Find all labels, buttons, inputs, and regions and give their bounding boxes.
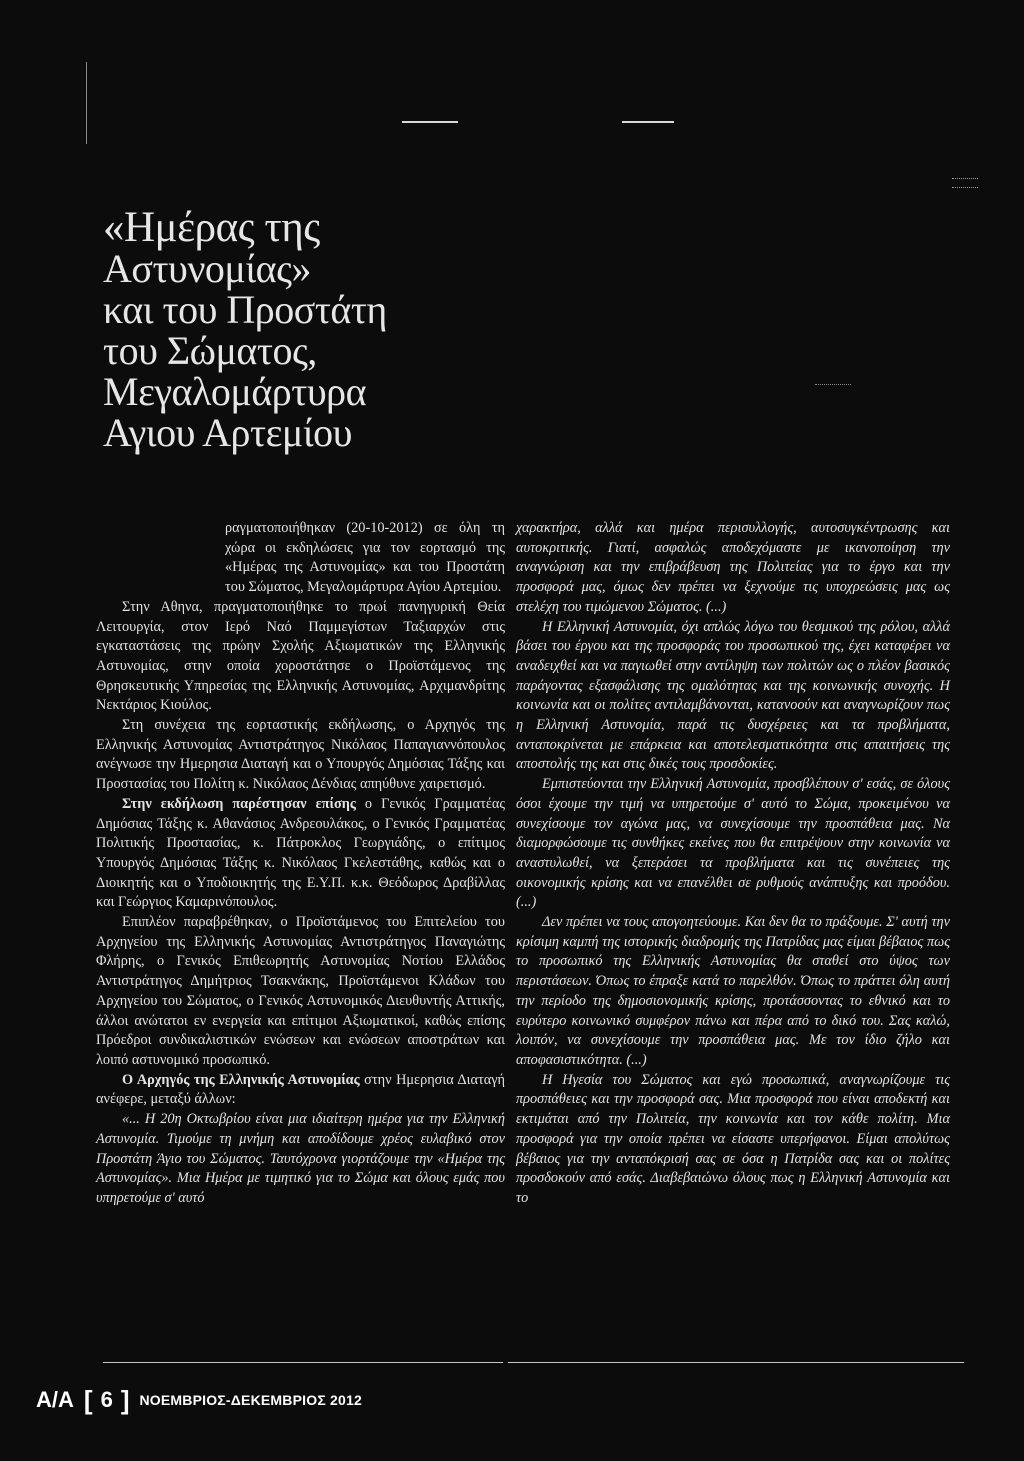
footer-rule-left bbox=[103, 1362, 503, 1363]
quote-paragraph: Η Ηγεσία του Σώματος και εγώ προσωπικά, αναγνωρίζουμε τις προσπάθειες και την προσφορά σας. Μια προσφορά που είναι αποδεκτή και εκτιμάται από την Πολιτεία, την κοινωνία και τον κάθε πολίτη. Μια προσφορά για την οποία πρέπει να είσαστε υπερήφανοι. Είμαι απολύτως βέβαιος για την ανταπόκρισή σας σε όσα η Πατρίδα σας και οι πολίτες προσδοκούν από εσάς. Διαβεβαιώνω όλους πως η Ελληνική Αστυνομία και το bbox=[516, 1071, 950, 1206]
title-line: και του Προστάτη bbox=[103, 287, 387, 332]
paragraph: Επιπλέον παραβρέθηκαν, ο Προϊστάμενος του Επιτελείου του Αρχηγείου της Ελληνικής Αστυνομίας Αντιστράτηγος Παναγιώτης Φλήρης, ο Γενικός Επιθεωρητής Αστυνομίας Νοτίου Ελλάδος Αντιστράτηγος Δημήτριος Τσακνάκης, Προϊστάμενοι Κλάδων του Αρχηγείου του Σώματος, ο Γενικός Αστυνομικός Διευθυντής Αττικής, άλλοι ανώτατοι εν ενεργεία και επίτιμοι Αξιωματικοί, καθώς επίσης Πρόεδροι συνδικαλιστικών ενώσεων και ενώσεων αποστράτων και λοιπό αστυνομικό προσωπικό. bbox=[96, 914, 505, 1068]
paragraph-text: στην Ημερησια Διαταγή ανέφερε, μεταξύ άλλων: bbox=[96, 1071, 505, 1108]
paragraph: Στη συνέχεια της εορταστικής εκδήλωσης, ο Αρχηγός της Ελληνικής Αστυνομίας Αντιστράτηγος Νικόλαος Παπαγιαννόπουλος ανέγνωσε την Ημερησια Διαταγή και ο Υπουργός Δημόσιας Τάξης και Προστασίας του Πολίτη κ. Νικόλαος Δένδιας απηύθυνε χαιρετισμό. bbox=[96, 717, 505, 793]
quote-paragraph: Εμπιστεύονται την Ελληνική Αστυνομία, προσβλέπουν σ' εσάς, σε όλους όσοι έχουμε την τιμή να υπηρετούμε σ' αυτό το Σώμα, προκειμένου να συνεχίσουμε τον αγώνα μας, να συνεχίσουμε την προσπάθεια μας. Να διαμορφώσουμε τις συνθήκες εκείνες που θα επιτρέψουν στην κοινωνία να αναστυλωθεί, να ξεπεράσει τα προβλήματα και τις συνέπειες της οικονομικής κρίσης και να επανέλθει σε ρυθμούς ανάπτυξης και προόδου. (...) bbox=[516, 776, 950, 911]
bracket-close: ] bbox=[120, 1384, 130, 1415]
print-mark-2 bbox=[815, 384, 851, 386]
title-line: Αγιου Αρτεμίου bbox=[103, 410, 352, 455]
header-rule-left bbox=[402, 121, 458, 123]
margin-rule bbox=[86, 62, 87, 144]
article-column-left bbox=[96, 519, 505, 1209]
magazine-logo: Α/Α bbox=[36, 1387, 74, 1412]
bracket-open: [ bbox=[83, 1384, 93, 1415]
article-title bbox=[103, 204, 387, 455]
paragraph-intro: ραγματοποιήθηκαν (20-10-2012) σε όλη τη χώρα οι εκδηλώσεις για τον εορτασμό της «Ημέρας της Αστυνομίας» και του Προστάτη του Σώματος, Μεγαλομάρτυρα Αγίου Αρτεμίου. bbox=[225, 520, 505, 596]
quote-paragraph: «... Η 20η Οκτωβρίου είναι μια ιδιαίτερη ημέρα για την Ελληνική Αστυνομία. Τιμούμε τη μνήμη και αποδίδουμε χρέος ευλαβικό στον Προστάτη Άγιο του Σώματος. Ταυτόχρονα γιορτάζουμε την «Ημέρα της Αστυνομίας». Μια Ημέρα με τιμητικό για το Σώμα και όλους εμάς που υπηρετούμε σ' αυτό bbox=[96, 1111, 505, 1206]
title-line: «Ημέρας της bbox=[103, 204, 320, 251]
quote-paragraph: Δεν πρέπει να τους απογοητεύουμε. Και δεν θα το πράξουμε. Σ' αυτή την κρίσιμη καμπή της ιστορικής διαδρομής της Πατρίδας μας είμαι βέβαιος πως το προσωπικό της Ελληνικής Αστυνομίας θα σταθεί στο ύψος των περιστάσεων. Όπως το έπραξε κατά το παρελθόν. Όπως το πράττει όλη αυτή την περίοδο της δημοσιονομικής κρίσης, προτάσσοντας το εθνικό και το ευρύτερο κοινωνικό συμφέρον πάνω και πέρα από το δικό του. Σας καλώ, λοιπόν, να συνεχίσουμε την προσπάθεια μας. Με τον ίδιο ζήλο και αποφασιστικότητα. (...) bbox=[516, 914, 950, 1068]
quote-paragraph: Η Ελληνική Αστυνομία, όχι απλώς λόγω του θεσμικού της ρόλου, αλλά βάσει του έργου και της προσφοράς του προσωπικού της, έχει καταφέρει να αναδειχθεί και να παγιωθεί στην αντίληψη των πολιτών ως ο πλέον βασικός παράγοντας εξασφάλισης της ομαλότητας και της κοινωνικής συνοχής. Η κοινωνία και οι πολίτες αντιλαμβάνονται, κατανοούν και αναγνωρίζουν πως η Ελληνική Αστυνομία, παρά τις δυσχέρειες και τα προβλήματα, ανταποκρίνεται με επάρκεια και αποτελεσματικότητα στις απαιτήσεις της αποστολής της και στις δικές τους προσδοκίες. bbox=[516, 618, 950, 773]
title-line: Αστυνομίας» bbox=[103, 246, 311, 291]
paragraph bbox=[96, 1071, 505, 1110]
paragraph: Στην Αθηνα, πραγματοποιήθηκε το πρωί πανηγυρική Θεία Λειτουργία, στον Ιερό Ναό Παμμεγίστων Ταξιαρχών στις εγκαταστάσεις της πρώην Σχολής Αξιωματικών της Ελληνικής Αστυνομίας, στην οποία χοροστάτησε ο Προϊστάμενος της Θρησκευτικής Υπηρεσίας της Ελληνικής Αστυνομίας, Αρχιμανδρίτης Νεκτάριος Κιούλος. bbox=[96, 598, 505, 714]
paragraph-lead: Ο Αρχηγός της Ελληνικής Αστυνομίας bbox=[122, 1071, 360, 1088]
quote-paragraph: χαρακτήρα, αλλά και ημέρα περισυλλογής, αυτοσυγκέντρωσης και αυτοκριτικής. Γιατί, ασφαλώς αποδεχόμαστε με ικανοποίηση την αναγνώριση και την επιβράβευση της Πολιτείας για το έργο και την προσφορά μας, όμως δεν πρέπει να ξεχνούμε τις υποχρεώσεις μας ως στελέχη του τιμώμενου Σώματος. (...) bbox=[516, 520, 950, 615]
header-rule-right bbox=[622, 121, 674, 123]
page-number: 6 bbox=[100, 1387, 113, 1412]
issue-date: ΝΟΕΜΒΡΙΟΣ-ΔΕΚΕΜΒΡΙΟΣ 2012 bbox=[139, 1392, 362, 1408]
paragraph-lead: Στην εκδήλωση παρέστησαν επίσης bbox=[122, 795, 356, 812]
paragraph-text: ο Γενικός Γραμματέας Δημόσιας Τάξης κ. Αθανάσιος Ανδρεουλάκος, ο Γενικός Γραμματέας Πολιτικής Προστασίας, κ. Πάτροκλος Γεωργιάδης, ο επίτιμος Υπουργός Δημόσιας Τάξης κ. Νικόλαος Γκελεστάθης, καθώς και ο Διοικητής και ο Υποδιοικητής της Ε.Υ.Π. κ.κ. Θεόδωρος Δραβίλλας και Γεώργιος Καμαρινόπουλος. bbox=[96, 795, 506, 911]
title-line: του Σώματος, bbox=[103, 328, 317, 373]
article-column-right bbox=[516, 519, 950, 1209]
page-footer bbox=[36, 1385, 362, 1415]
title-line: Μεγαλομάρτυρα bbox=[103, 369, 367, 414]
paragraph bbox=[96, 795, 505, 913]
print-mark bbox=[952, 178, 978, 188]
footer-rule-right bbox=[508, 1362, 964, 1363]
